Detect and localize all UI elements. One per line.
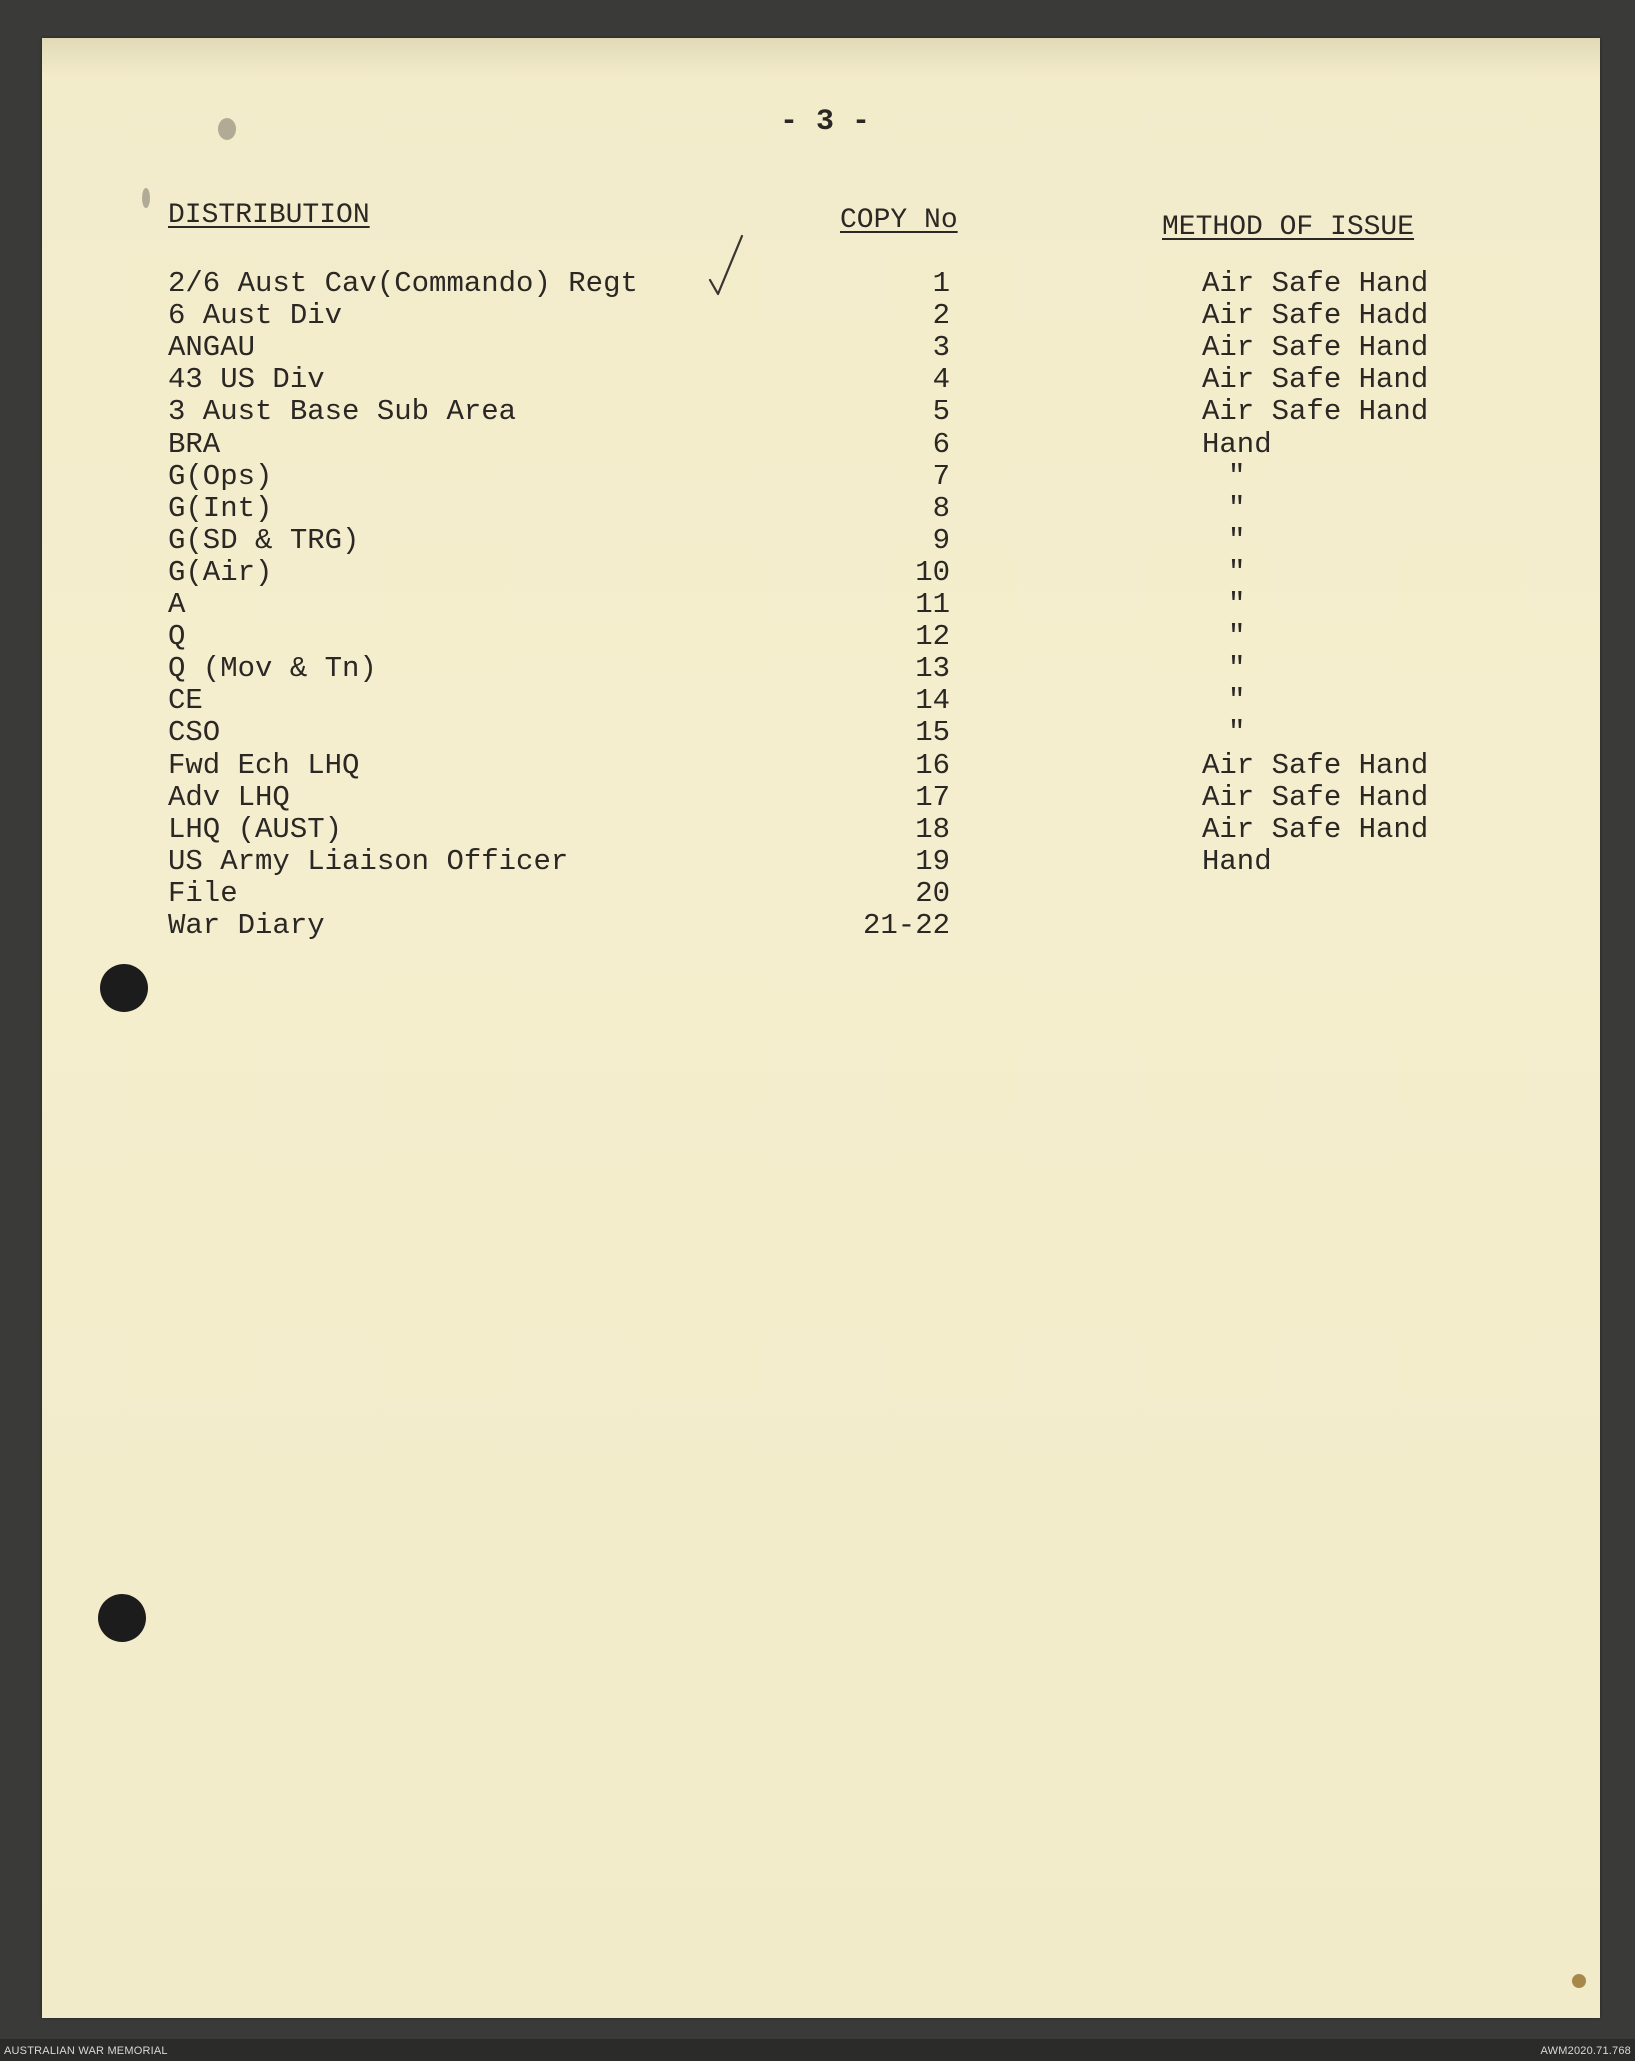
copy-number: 13 [915,652,950,686]
method-of-issue: Air Safe Hand [1202,363,1429,397]
table-row [0,493,1635,525]
distribution-recipient: US Army Liaison Officer [168,844,569,878]
copy-number: 15 [915,716,950,750]
distribution-recipient: War Diary [168,909,325,942]
distribution-header: DISTRIBUTION [168,200,370,231]
page-number: - 3 - [780,105,871,139]
copy-number: 16 [915,748,950,782]
method-of-issue: Air Safe Hand [1202,780,1429,814]
method-of-issue: " [1228,459,1246,493]
copy-number: 12 [915,620,950,654]
copy-number: 11 [915,588,950,621]
copy-number: 5 [932,395,950,429]
distribution-recipient: CE [168,684,203,718]
table-row [0,782,1635,814]
table-row [0,814,1635,846]
distribution-recipient: CSO [168,716,221,750]
distribution-recipient: LHQ (AUST) [168,812,343,846]
method-of-issue: " [1228,716,1246,750]
table-row [0,461,1635,493]
method-of-issue: Air Safe Hadd [1202,299,1429,333]
table-row [0,300,1635,332]
table-row [0,268,1635,300]
method-of-issue: " [1228,652,1246,686]
copy-number: 20 [915,876,950,910]
copy-number: 17 [915,780,950,814]
method-of-issue: Hand [1202,427,1272,461]
method-of-issue: Air Safe Hand [1202,267,1429,300]
table-row [0,910,1635,942]
table-row [0,621,1635,653]
method-of-issue: Air Safe Hand [1202,331,1429,365]
method-of-issue: " [1228,684,1246,718]
distribution-recipient: A [168,588,186,621]
footer-item-id: AWM2020.71.768 [1540,2045,1631,2057]
footer-bar [0,2039,1635,2061]
distribution-recipient: G(SD & TRG) [168,523,360,557]
distribution-recipient: G(Air) [168,555,273,589]
table-row [0,589,1635,621]
copy-no-header: COPY No [840,205,958,236]
distribution-recipient: 3 Aust Base Sub Area [168,395,517,429]
method-of-issue: " [1228,620,1246,654]
method-of-issue-header: METHOD OF ISSUE [1162,212,1415,243]
distribution-recipient: File [168,876,238,910]
footer-archive-name: AUSTRALIAN WAR MEMORIAL [4,2045,168,2057]
copy-number: 9 [932,523,950,557]
copy-number: 6 [932,427,950,461]
method-of-issue: " [1228,491,1246,525]
copy-number: 14 [915,684,950,718]
copy-number: 7 [932,459,950,493]
distribution-recipient: ANGAU [168,331,256,365]
distribution-recipient: Q [168,620,186,654]
table-row [0,878,1635,910]
copy-number: 8 [932,491,950,525]
copy-number: 21-22 [862,909,950,942]
distribution-recipient: G(Int) [168,491,273,525]
distribution-recipient: 43 US Div [168,363,325,397]
table-row [0,717,1635,749]
distribution-recipient: Fwd Ech LHQ [168,748,360,782]
table-row [0,750,1635,782]
method-of-issue: Hand [1202,844,1272,878]
table-row [0,364,1635,396]
table-row [0,525,1635,557]
method-of-issue: Air Safe Hand [1202,748,1429,782]
table-row [0,846,1635,878]
method-of-issue: " [1228,555,1246,589]
distribution-recipient: G(Ops) [168,459,273,493]
copy-number: 19 [915,844,950,878]
method-of-issue: " [1228,588,1246,621]
distribution-recipient: 2/6 Aust Cav(Commando) Regt [168,267,638,300]
table-row [0,429,1635,461]
table-row [0,396,1635,428]
copy-number: 4 [932,363,950,397]
table-row [0,332,1635,364]
distribution-recipient: 6 Aust Div [168,299,343,333]
distribution-recipient: Q (Mov & Tn) [168,652,377,686]
table-row [0,653,1635,685]
method-of-issue: " [1228,523,1246,557]
table-row [0,685,1635,717]
method-of-issue: Air Safe Hand [1202,812,1429,846]
copy-number: 2 [932,299,950,333]
distribution-recipient: Adv LHQ [168,780,290,814]
copy-number: 3 [932,331,950,365]
copy-number: 1 [932,267,950,300]
method-of-issue: Air Safe Hand [1202,395,1429,429]
copy-number: 10 [915,555,950,589]
table-row [0,557,1635,589]
copy-number: 18 [915,812,950,846]
distribution-recipient: BRA [168,427,221,461]
